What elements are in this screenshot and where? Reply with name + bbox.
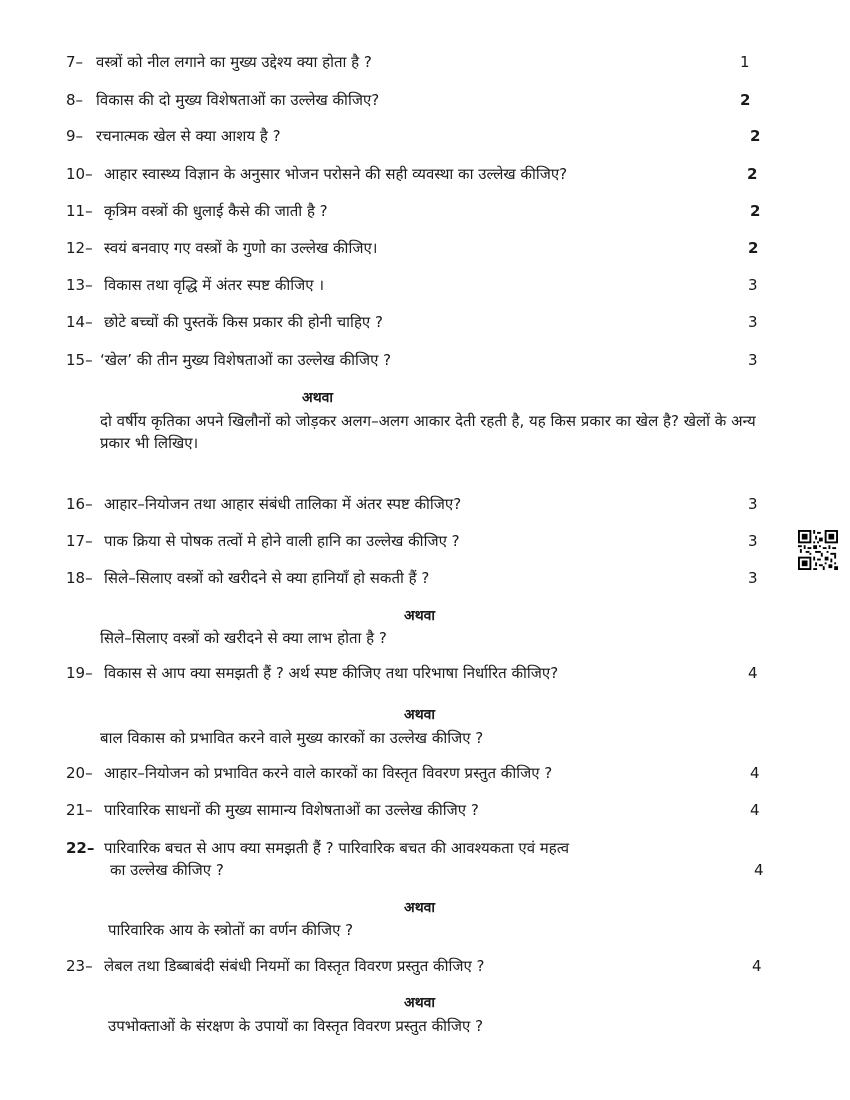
question-text: कृत्रिम वस्त्रों की धुलाई कैसे की जाती है ?	[104, 202, 328, 220]
question-marks: 3	[748, 351, 758, 369]
question-text: ‘खेल’ की तीन मुख्य विशेषताओं का उल्लेख कीजिए ?	[100, 351, 392, 369]
question-text: रचनात्मक खेल से क्या आशय है ?	[96, 127, 281, 145]
question-text: लेबल तथा डिब्बाबंदी संबंधी नियमों का विस्तृत विवरण प्रस्तुत कीजिए ?	[104, 957, 485, 975]
question-text: विकास की दो मुख्य विशेषताओं का उल्लेख कीजिए?	[96, 91, 380, 109]
question-number: 11–	[66, 202, 93, 220]
question-text: छोटे बच्चों की पुस्तकें किस प्रकार की होनी चाहिए ?	[104, 313, 383, 331]
question-number: 15–	[66, 351, 93, 369]
question-text: पारिवारिक साधनों की मुख्य सामान्य विशेषताओं का उल्लेख कीजिए ?	[104, 801, 479, 819]
question-marks: 3	[748, 276, 758, 294]
question-marks: 2	[740, 91, 751, 109]
question-number: 16–	[66, 495, 93, 513]
question-number: 7–	[66, 53, 84, 71]
question-marks: 2	[748, 239, 759, 257]
question-marks: 4	[750, 801, 760, 819]
question-text: विकास तथा वृद्धि में अंतर स्पष्ट कीजिए ।	[104, 276, 325, 294]
question-number: 21–	[66, 801, 93, 819]
question-marks: 4	[750, 764, 760, 782]
question-number: 12–	[66, 239, 93, 257]
question-marks: 1	[740, 53, 750, 71]
question-number: 19–	[66, 664, 93, 682]
question-marks: 3	[748, 313, 758, 331]
question-text: सिले–सिलाए वस्त्रों को खरीदने से क्या हानियाँ हो सकती हैं ?	[104, 569, 430, 587]
question-number: 9–	[66, 127, 84, 145]
question-number: 17–	[66, 532, 93, 550]
question-marks: 2	[747, 165, 758, 183]
or-label: अथवा	[404, 608, 436, 624]
alternative-question-18: सिले–सिलाए वस्त्रों को खरीदने से क्या लाभ होता है ?	[100, 629, 387, 647]
question-text: वस्त्रों को नील लगाने का मुख्य उद्देश्य क्या होता है ?	[96, 53, 372, 71]
question-text: स्वयं बनवाए गए वस्त्रों के गुणो का उल्लेख कीजिए।	[104, 239, 378, 257]
question-number: 20–	[66, 764, 93, 782]
question-text: आहार स्वास्थ्य विज्ञान के अनुसार भोजन परोसने की सही व्यवस्था का उल्लेख कीजिए?	[104, 165, 568, 183]
question-number: 8–	[66, 91, 84, 109]
question-number: 14–	[66, 313, 93, 331]
alternative-question-19: बाल विकास को प्रभावित करने वाले मुख्य कारकों का उल्लेख कीजिए ?	[100, 729, 484, 747]
question-marks: 4	[752, 957, 762, 975]
question-text: आहार–नियोजन को प्रभावित करने वाले कारकों का विस्तृत विवरण प्रस्तुत कीजिए ?	[104, 764, 553, 782]
question-text: पाक क्रिया से पोषक तत्वों मे होने वाली हानि का उल्लेख कीजिए ?	[104, 532, 460, 550]
question-marks: 3	[748, 495, 758, 513]
question-text: विकास से आप क्या समझती हैं ? अर्थ स्पष्ट कीजिए तथा परिभाषा निर्धारित कीजिए?	[104, 664, 559, 682]
question-marks: 4	[748, 664, 758, 682]
question-number: 13–	[66, 276, 93, 294]
question-marks: 3	[748, 532, 758, 550]
or-label: अथवा	[404, 995, 436, 1011]
alternative-question-23: उपभोक्ताओं के संरक्षण के उपायों का विस्तृत विवरण प्रस्तुत कीजिए ?	[108, 1017, 484, 1035]
qr-code-icon	[798, 530, 838, 570]
question-number: 23–	[66, 957, 93, 975]
question-number: 10–	[66, 165, 93, 183]
or-label: अथवा	[404, 707, 436, 723]
question-marks: 4	[754, 861, 764, 879]
question-marks: 3	[748, 569, 758, 587]
question-number: 22–	[66, 839, 95, 857]
question-text-continued: का उल्लेख कीजिए ?	[110, 861, 224, 879]
or-label: अथवा	[404, 900, 436, 916]
question-text: आहार–नियोजन तथा आहार संबंधी तालिका में अंतर स्पष्ट कीजिए?	[104, 495, 462, 513]
alternative-question-15: दो वर्षीय कृतिका अपने खिलौनों को जोड़कर अलग–अलग आकार देती रहती है, यह किस प्रकार का खेल है? खेलों के अन्य प्रकार भी लिखिए।	[100, 412, 756, 452]
or-label: अथवा	[302, 390, 334, 406]
question-text: पारिवारिक बचत से आप क्या समझती हैं ? पारिवारिक बचत की आवश्यकता एवं महत्व	[104, 839, 570, 857]
question-number: 18–	[66, 569, 93, 587]
question-marks: 2	[750, 202, 761, 220]
alternative-question-22: पारिवारिक आय के स्त्रोतों का वर्णन कीजिए ?	[108, 921, 354, 939]
question-marks: 2	[750, 127, 761, 145]
